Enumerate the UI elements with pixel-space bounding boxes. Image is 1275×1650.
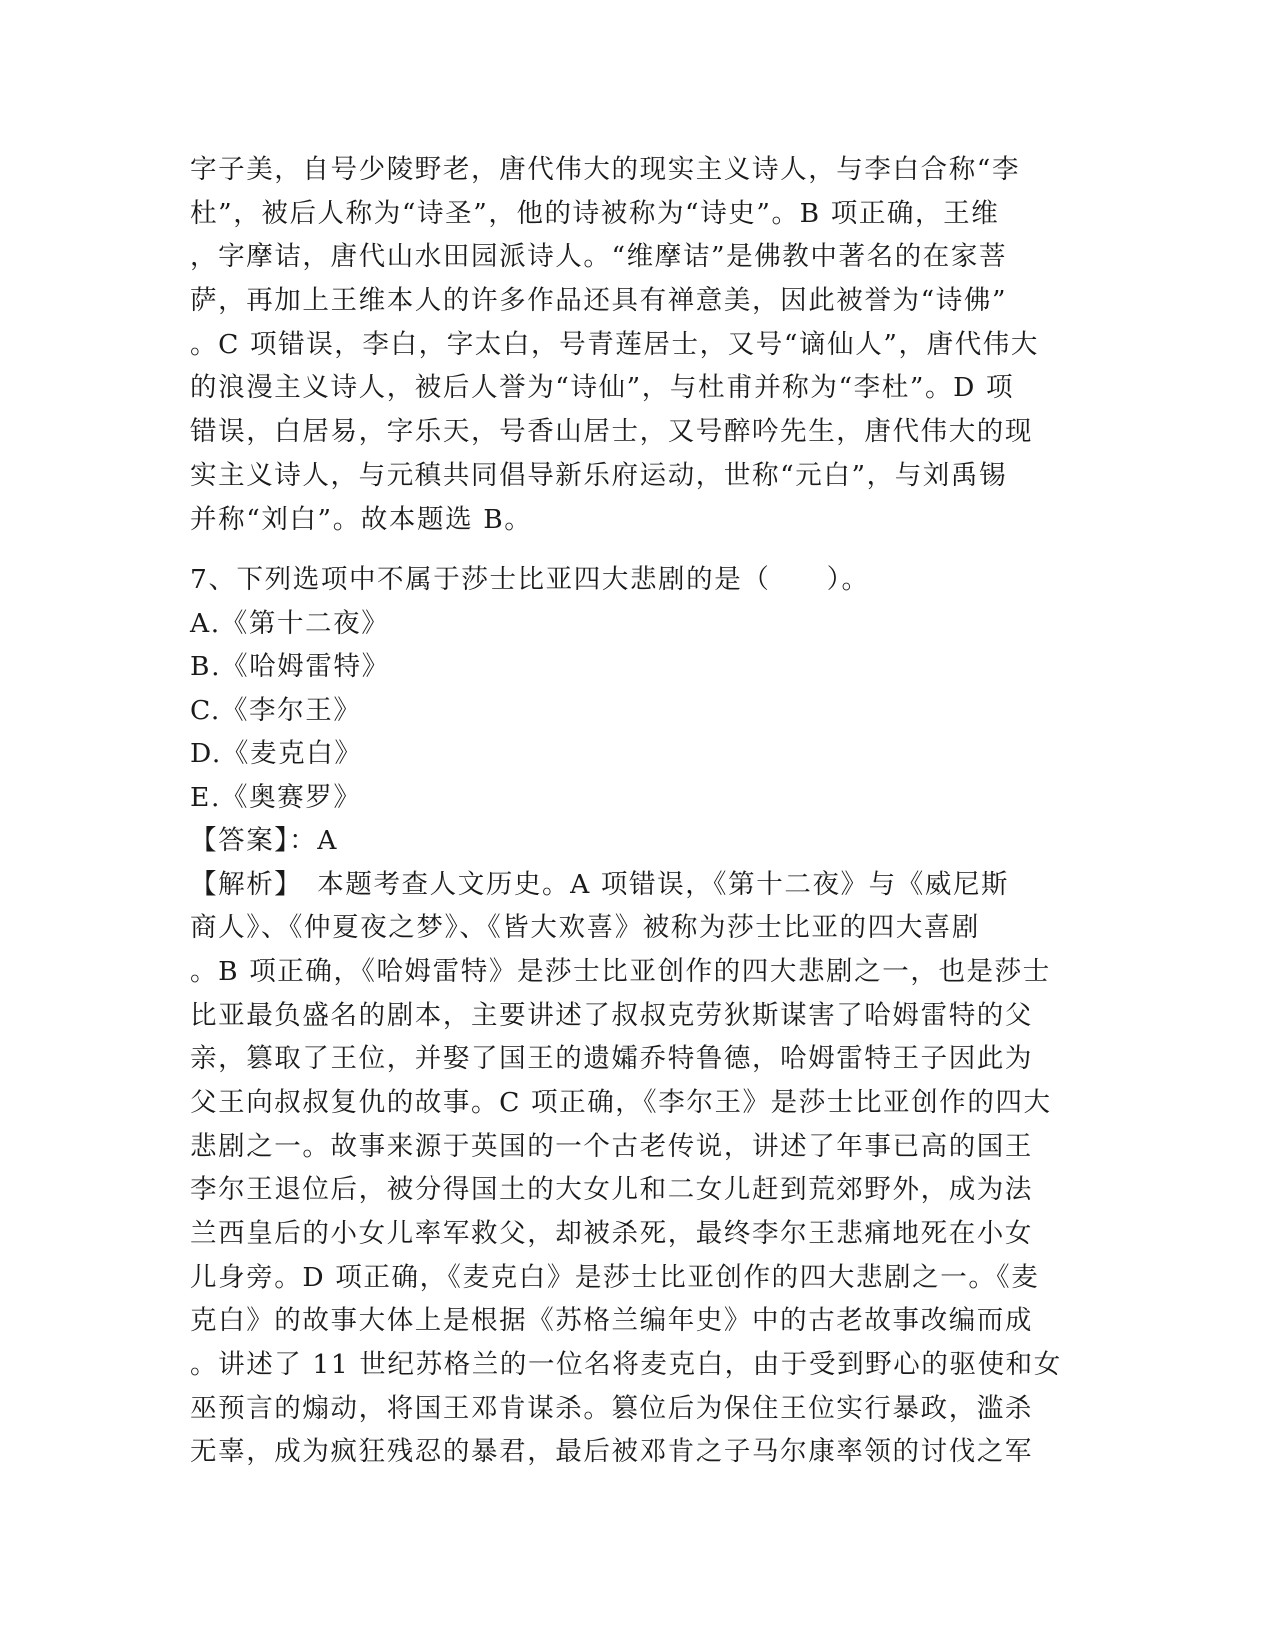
explanation-line: 父王向叔叔复仇的故事。C 项正确，《李尔王》是莎士比亚创作的四大: [190, 1086, 1052, 1118]
text-line: 实主义诗人，与元稹共同倡导新乐府运动，世称“元白”，与刘禹锡: [190, 459, 1008, 491]
text-line: 字子美，自号少陵野老，唐代伟大的现实主义诗人，与李白合称“李: [190, 154, 1021, 185]
explanation-line: 亲，篡取了王位，并娶了国王的遗孀乔特鲁德，哈姆雷特王子因此为: [190, 1043, 1033, 1075]
explanation-line: 【解析】 本题考查人文历史。A 项错误，《第十二夜》与《威尼斯: [190, 868, 1010, 900]
explanation-line: 儿身旁。D 项正确，《麦克白》是莎士比亚创作的四大悲剧之一。《麦: [190, 1261, 1040, 1293]
option-a: A.《第十二夜》: [190, 607, 390, 639]
explanation-line: 克白》的故事大体上是根据《苏格兰编年史》中的古老故事改编而成: [190, 1305, 1033, 1337]
question-stem: 7、下列选项中不属于莎士比亚四大悲剧的是（ ）。: [190, 564, 870, 595]
option-e: E.《奥赛罗》: [190, 781, 362, 813]
explanation-line: 悲剧之一。故事来源于英国的一个古老传说，讲述了年事已高的国王: [190, 1130, 1033, 1162]
explanation-line: 。讲述了 11 世纪苏格兰的一位名将麦克白，由于受到野心的驱使和女: [190, 1349, 1062, 1381]
text-line: 杜”，被后人称为“诗圣”，他的诗被称为“诗史”。B 项正确，王维: [190, 197, 1000, 229]
text-line: 的浪漫主义诗人，被后人誉为“诗仙”，与杜甫并称为“李杜”。D 项: [190, 372, 1015, 404]
question-7: [190, 558, 1090, 1474]
explanation-line: 。B 项正确，《哈姆雷特》是莎士比亚创作的四大悲剧之一，也是莎士: [190, 955, 1051, 987]
explanation-line: 李尔王退位后，被分得国土的大女儿和二女儿赶到荒郊野外，成为法: [190, 1174, 1033, 1206]
explanation-line: 无辜，成为疯狂残忍的暴君，最后被邓肯之子马尔康率领的讨伐之军: [190, 1436, 1033, 1468]
explanation-line: 兰西皇后的小女儿率军救父，却被杀死，最终李尔王悲痛地死在小女: [190, 1218, 1033, 1249]
explanation-line: 比亚最负盛名的剧本，主要讲述了叔叔克劳狄斯谋害了哈姆雷特的父: [190, 999, 1033, 1031]
text-line: 并称“刘白”。故本题选 B。: [190, 503, 533, 535]
text-line: 错误，白居易，字乐天，号香山居士，又号醉吟先生，唐代伟大的现: [190, 416, 1033, 448]
text-line: 。C 项错误，李白，字太白，号青莲居士，又号“谪仙人”，唐代伟大: [190, 328, 1039, 360]
option-c: C.《李尔王》: [190, 694, 362, 726]
text-line: 萨，再加上王维本人的许多作品还具有禅意美，因此被誉为“诗佛”: [190, 285, 1008, 317]
option-d: D.《麦克白》: [190, 738, 363, 769]
text-line: ，字摩诘，唐代山水田园派诗人。“维摩诘”是佛教中著名的在家菩: [190, 241, 1008, 273]
option-b: B.《哈姆雷特》: [190, 651, 390, 682]
explanation-line: 巫预言的煽动，将国王邓肯谋杀。篡位后为保住王位实行暴政，滥杀: [190, 1392, 1033, 1424]
previous-explanation: [190, 148, 1090, 541]
answer-line: 【答案】：A: [190, 825, 338, 856]
explanation-line: 商人》、《仲夏夜之梦》、《皆大欢喜》被称为莎士比亚的四大喜剧: [190, 912, 980, 944]
